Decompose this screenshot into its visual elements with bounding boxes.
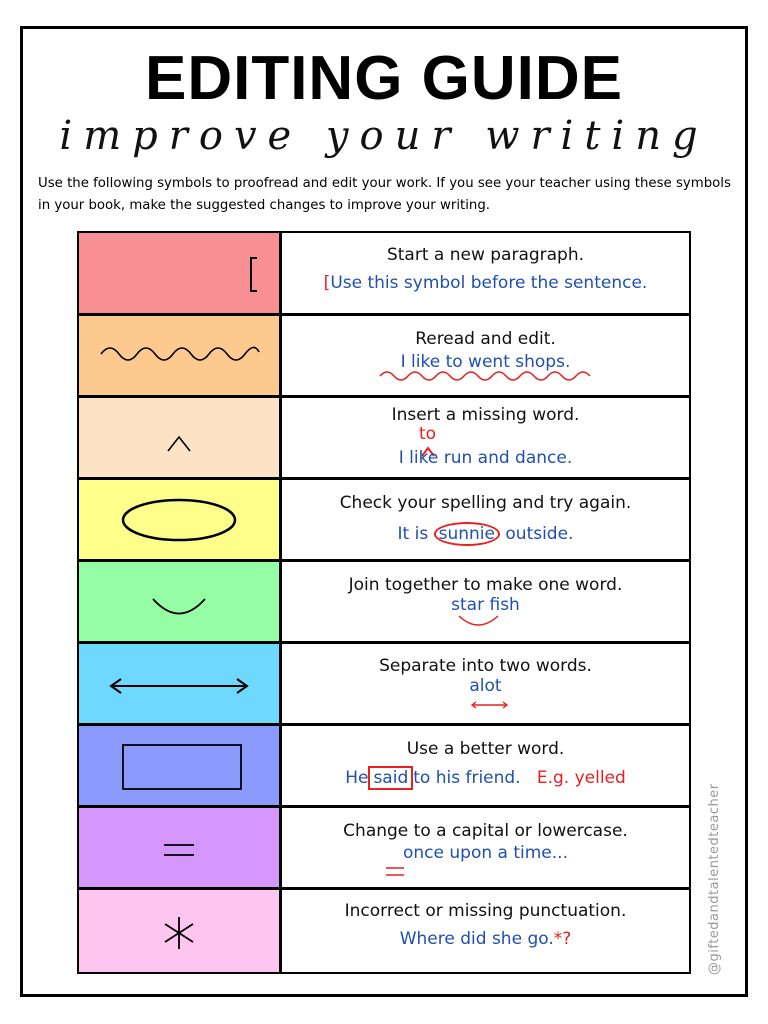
watermark-text: @giftedandtalentedteacher [707,783,722,975]
table-row-join [79,562,689,641]
description-cell [282,233,689,313]
example-text: alot [469,676,502,696]
double-line-icon [79,808,279,887]
example-post: to his friend. [413,768,521,788]
description-cell [282,398,689,477]
paragraph-mark: [ [323,273,331,293]
example-text: I like to went shops. [400,352,571,372]
example-text: star fish [451,595,520,615]
page-subtitle: improve your writing [59,113,709,159]
example-sentence: Where did she go. [399,929,554,949]
example-text [282,929,689,949]
oval-icon [79,480,279,559]
join-curve-icon [79,562,279,641]
separate-arrow-mark [282,644,687,723]
description-cell [282,808,689,887]
punctuation-mark: *? [553,929,572,949]
symbol-cell [79,644,282,723]
table-row-paragraph [79,233,689,313]
instruction-text: Separate into two words. [379,656,592,676]
symbol-cell [79,726,282,805]
example-text [282,448,689,468]
circled-word: sunnie [434,522,500,546]
table-row-insert [79,398,689,477]
suggestion-text: E.g. yelled [536,768,626,788]
inserted-word: to [419,424,437,444]
symbol-cell [79,233,282,313]
page-title: EDITING GUIDE [144,44,624,113]
symbol-cell [79,808,282,887]
symbol-cell [79,562,282,641]
symbol-cell [79,398,282,477]
asterisk-icon [79,890,279,972]
double-arrow-icon [79,644,279,723]
table-row-capital [79,808,689,887]
caret-icon [79,398,279,477]
example-text [282,766,689,790]
example-text [282,273,689,293]
instruction-text: Use a better word. [406,739,565,759]
example-post: run and dance. [443,448,573,468]
table-row-punctuation [79,890,689,972]
intro-text: Use the following symbols to proofread and edit your work. If you see your teacher using these symbols in your book, make the suggested changes to improve your writing. [38,176,731,213]
description-cell [282,644,689,723]
example-text [282,522,689,546]
example-pre: I like [398,448,439,468]
wavy-line-icon [79,316,279,395]
instruction-text: Check your spelling and try again. [339,493,632,513]
table-row-better-word [79,726,689,805]
symbol-cell [79,480,282,559]
example-sentence: Use this symbol before the sentence. [330,273,648,293]
description-cell [282,890,689,972]
symbol-cell [79,316,282,395]
boxed-word: said [368,766,413,790]
instruction-text: Change to a capital or lowercase. [343,821,628,841]
example-pre: He [345,768,369,788]
bracket-icon [79,233,279,313]
rectangle-icon [79,726,279,805]
symbols-table [77,231,691,974]
wavy-underline-mark [282,316,687,395]
description-cell [282,726,689,805]
symbol-cell [79,890,282,972]
join-curve-mark [282,562,687,641]
table-row-reread [79,316,689,395]
instruction-text: Reread and edit. [415,329,556,349]
instruction-text: Join together to make one word. [348,575,623,595]
table-row-separate [79,644,689,723]
description-cell [282,316,689,395]
instruction-text: Insert a missing word. [391,405,580,425]
capital-mark [282,808,687,887]
instruction-text: Start a new paragraph. [386,245,585,265]
instruction-text: Incorrect or missing punctuation. [344,901,627,921]
example-text: once upon a time... [403,843,568,863]
table-row-spelling [79,480,689,559]
description-cell [282,562,689,641]
example-post: outside. [505,524,574,544]
description-cell [282,480,689,559]
example-pre: It is [397,524,429,544]
